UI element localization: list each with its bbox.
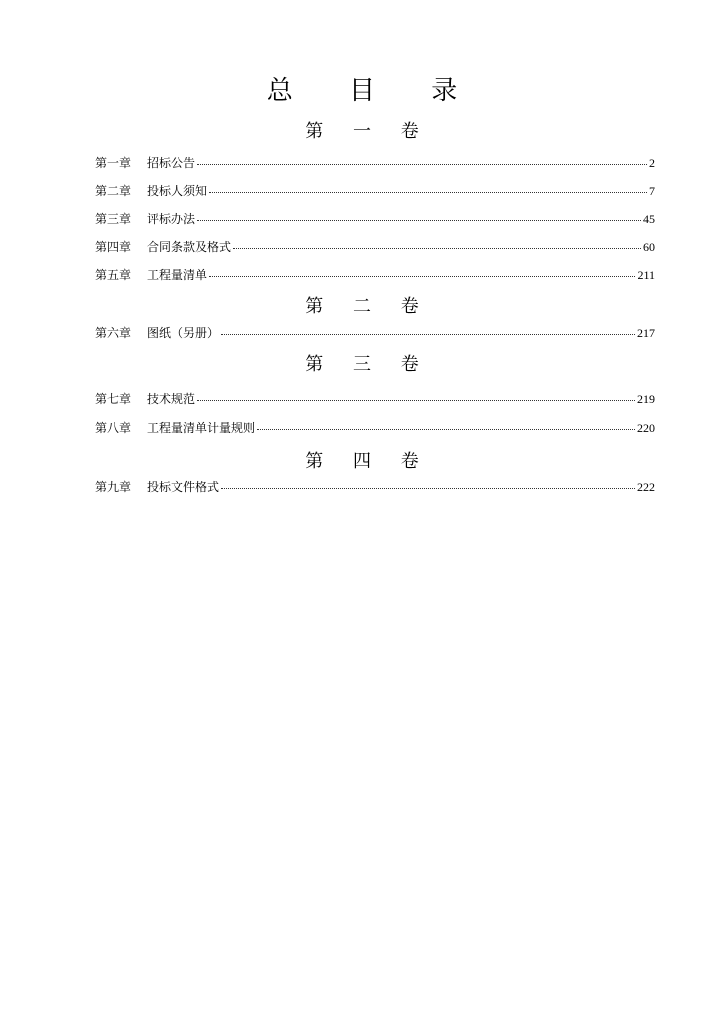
toc-entry[interactable] (95, 211, 655, 227)
chapter-number: 第二章 (95, 184, 132, 198)
dot-leader (197, 154, 647, 165)
dot-leader (221, 478, 635, 489)
page-number: 45 (643, 212, 655, 226)
dot-leader (197, 210, 641, 221)
page-number: 219 (637, 392, 655, 406)
volume-heading: 第 一 卷 (305, 121, 431, 142)
chapter-number: 第四章 (95, 240, 132, 254)
chapter-title: 招标公告 (147, 156, 196, 170)
dot-leader (209, 182, 647, 193)
chapter-number: 第一章 (95, 156, 132, 170)
toc-entry[interactable] (95, 239, 655, 255)
dot-leader (221, 324, 635, 335)
volume-heading: 第 三 卷 (305, 354, 431, 375)
chapter-title: 图纸（另册） (147, 326, 220, 340)
page-number: 60 (643, 240, 655, 254)
chapter-number: 第六章 (95, 326, 132, 340)
dot-leader (257, 419, 635, 430)
chapter-title: 评标办法 (147, 212, 196, 226)
dot-leader (209, 266, 635, 277)
chapter-number: 第三章 (95, 212, 132, 226)
page-number: 7 (649, 184, 655, 198)
chapter-title: 投标文件格式 (147, 480, 220, 494)
page-number: 220 (637, 421, 655, 435)
toc-entry[interactable] (95, 420, 655, 436)
chapter-number: 第五章 (95, 268, 132, 282)
chapter-title: 工程量清单计量规则 (147, 421, 256, 435)
chapter-number: 第八章 (95, 421, 132, 435)
page-title: 总 目 录 (266, 76, 482, 106)
toc-entry[interactable] (95, 267, 655, 283)
dot-leader (197, 390, 635, 401)
toc-entry[interactable] (95, 155, 655, 171)
chapter-title: 合同条款及格式 (147, 240, 232, 254)
volume-heading: 第 四 卷 (305, 451, 431, 472)
chapter-title: 技术规范 (147, 392, 196, 406)
chapter-title: 工程量清单 (147, 268, 208, 282)
page-number: 222 (637, 480, 655, 494)
toc-entry[interactable] (95, 183, 655, 199)
toc-entry[interactable] (95, 391, 655, 407)
page-number: 2 (649, 156, 655, 170)
chapter-number: 第七章 (95, 392, 132, 406)
volume-heading: 第 二 卷 (305, 296, 431, 317)
chapter-title: 投标人须知 (147, 184, 208, 198)
page-number: 211 (637, 268, 655, 282)
toc-entry[interactable] (95, 325, 655, 341)
page-number: 217 (637, 326, 655, 340)
chapter-number: 第九章 (95, 480, 132, 494)
dot-leader (233, 238, 641, 249)
toc-entry[interactable] (95, 479, 655, 495)
